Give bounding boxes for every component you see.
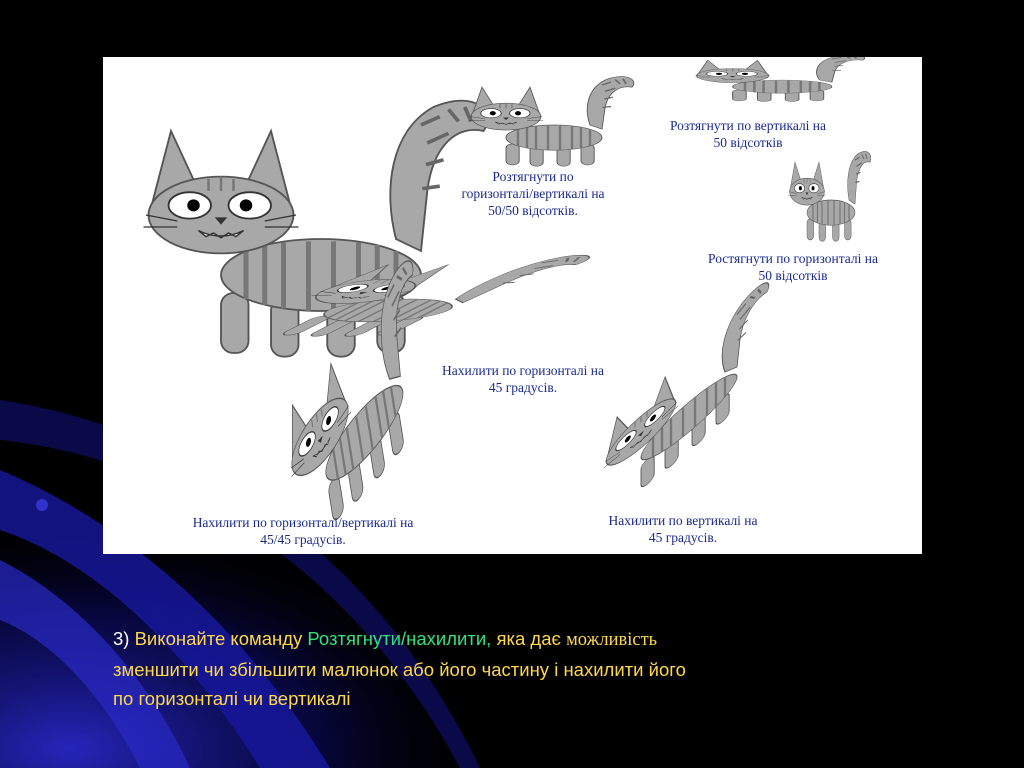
cat-stretch-vertical [694,57,865,102]
instruction-text [113,624,913,713]
caption-skew-both: Нахилити по горизонталі/вертикалі на 45/45 градусів. [192,515,414,547]
caption-stretch-horizontal: Ростягнути по горизонталі на 50 відсотків [708,251,878,283]
cat-stretch-both [469,77,634,167]
instruction-line2: зменшити чи збільшити малюнок або його частину і нахилити його [113,659,686,680]
cat-skew-vertical [604,278,769,522]
instruction-part1: Виконайте команду [134,628,303,649]
instruction-command: Розтягнути/нахилити [307,628,487,649]
caption-stretch-vertical: Розтягнути по вертикалі на 50 відсотків [669,118,827,150]
instruction-comma: , [486,628,492,649]
caption-skew-horizontal: Нахилити по горизонталі на 45 градусів. [442,363,604,395]
instruction-part2: яка дає [496,628,561,649]
caption-stretch-both: Розтягнути по горизонталі/вертикалі на 50/50 відсотків. [461,169,605,218]
instruction-line3: по горизонталі чи вертикалі [113,688,351,709]
illustration-panel [103,57,922,554]
instruction-part3: можливість [566,630,658,650]
cat-stretch-horizontal [788,152,871,242]
instruction-number: 3) [113,628,130,649]
caption-skew-vertical: Нахилити по вертикалі на 45 градусів. [608,513,758,545]
